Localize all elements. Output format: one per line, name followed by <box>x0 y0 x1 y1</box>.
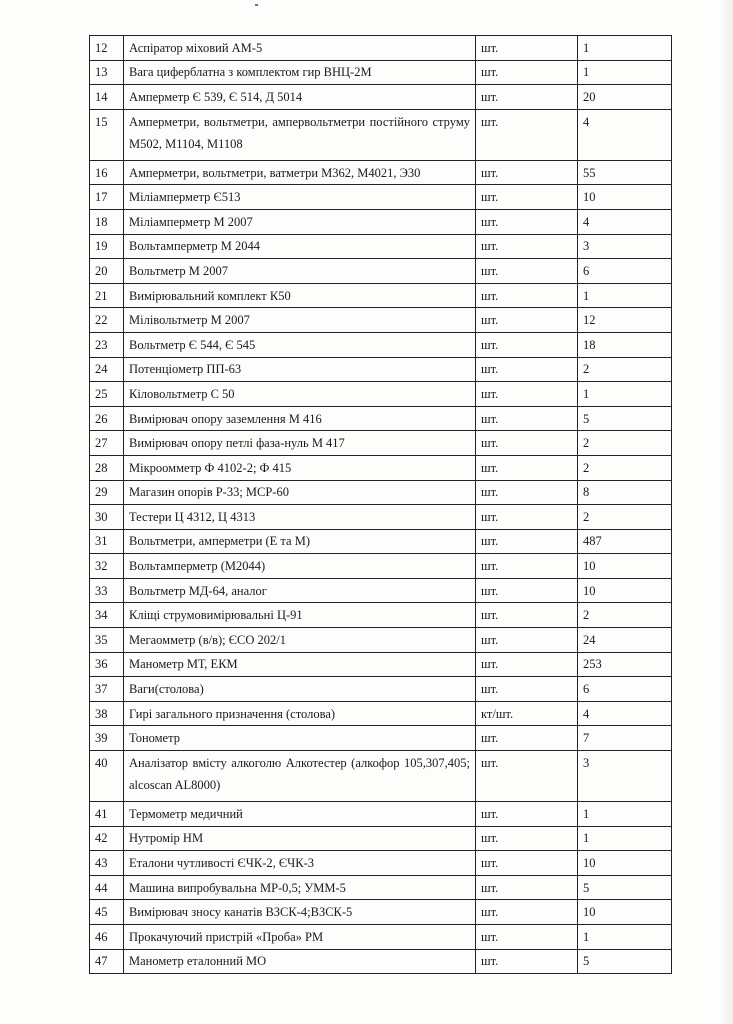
unit-cell: шт. <box>476 480 578 505</box>
unit-cell: шт. <box>476 283 578 308</box>
row-number-cell: 38 <box>90 701 124 726</box>
quantity-cell: 1 <box>578 826 672 851</box>
quantity-cell: 3 <box>578 234 672 259</box>
table-row <box>90 826 672 851</box>
item-name-cell: Вольтметр МД-64, аналог <box>124 578 476 603</box>
quantity-cell: 10 <box>578 578 672 603</box>
table-row <box>90 160 672 185</box>
row-number-cell: 42 <box>90 826 124 851</box>
row-number-cell: 22 <box>90 308 124 333</box>
row-number-cell: 39 <box>90 726 124 751</box>
item-name-cell: Потенціометр ПП-63 <box>124 357 476 382</box>
quantity-cell: 1 <box>578 36 672 61</box>
quantity-cell: 20 <box>578 85 672 110</box>
item-name-cell: Вага циферблатна з комплектом гир ВНЦ-2М <box>124 60 476 85</box>
table-row <box>90 209 672 234</box>
unit-cell: шт. <box>476 851 578 876</box>
unit-cell: шт. <box>476 875 578 900</box>
unit-cell: шт. <box>476 603 578 628</box>
item-name-cell: Машина випробувальна МР-0,5; УММ-5 <box>124 875 476 900</box>
table-row <box>90 726 672 751</box>
table-row <box>90 949 672 974</box>
unit-cell: шт. <box>476 677 578 702</box>
item-name-cell: Аналізатор вмісту алкоголю Алкотестер (алкофор 105,307,405; alcoscan AL8000) <box>124 751 476 802</box>
item-name-cell: Міліамперметр М 2007 <box>124 209 476 234</box>
table-row <box>90 505 672 530</box>
row-number-cell: 40 <box>90 751 124 802</box>
quantity-cell: 10 <box>578 851 672 876</box>
item-name-cell: Вольтамперметр (М2044) <box>124 554 476 579</box>
unit-cell: шт. <box>476 925 578 950</box>
table-row <box>90 701 672 726</box>
unit-cell: шт. <box>476 900 578 925</box>
row-number-cell: 33 <box>90 578 124 603</box>
table-row <box>90 109 672 160</box>
table-row <box>90 652 672 677</box>
unit-cell: шт. <box>476 406 578 431</box>
unit-cell: кт/шт. <box>476 701 578 726</box>
row-number-cell: 27 <box>90 431 124 456</box>
unit-cell: шт. <box>476 332 578 357</box>
table-row <box>90 431 672 456</box>
quantity-cell: 7 <box>578 726 672 751</box>
item-name-cell: Гирі загального призначення (столова) <box>124 701 476 726</box>
table-row <box>90 60 672 85</box>
quantity-cell: 2 <box>578 431 672 456</box>
table-row <box>90 283 672 308</box>
unit-cell: шт. <box>476 109 578 160</box>
item-name-cell: Вимірювач опору заземлення М 416 <box>124 406 476 431</box>
unit-cell: шт. <box>476 802 578 827</box>
table-row <box>90 677 672 702</box>
quantity-cell: 5 <box>578 875 672 900</box>
quantity-cell: 2 <box>578 357 672 382</box>
table-row <box>90 554 672 579</box>
row-number-cell: 30 <box>90 505 124 530</box>
row-number-cell: 44 <box>90 875 124 900</box>
item-name-cell: Мегаомметр (в/в); ЄСО 202/1 <box>124 628 476 653</box>
item-name-cell: Вольтметри, амперметри (Е та М) <box>124 529 476 554</box>
quantity-cell: 6 <box>578 259 672 284</box>
quantity-cell: 10 <box>578 554 672 579</box>
quantity-cell: 12 <box>578 308 672 333</box>
quantity-cell: 1 <box>578 802 672 827</box>
quantity-cell: 55 <box>578 160 672 185</box>
unit-cell: шт. <box>476 259 578 284</box>
unit-cell: шт. <box>476 308 578 333</box>
item-name-cell: Амперметри, вольтметри, ампервольтметри постійного струму М502, М1104, М1108 <box>124 109 476 160</box>
item-name-cell: Манометр МТ, ЕКМ <box>124 652 476 677</box>
unit-cell: шт. <box>476 234 578 259</box>
unit-cell: шт. <box>476 529 578 554</box>
table-row <box>90 455 672 480</box>
equipment-table <box>89 35 672 974</box>
row-number-cell: 13 <box>90 60 124 85</box>
quantity-cell: 4 <box>578 701 672 726</box>
table-row <box>90 36 672 61</box>
quantity-cell: 2 <box>578 505 672 530</box>
quantity-cell: 253 <box>578 652 672 677</box>
item-name-cell: Мілівольтметр М 2007 <box>124 308 476 333</box>
item-name-cell: Термометр медичний <box>124 802 476 827</box>
item-name-cell: Аспіратор міховий АМ-5 <box>124 36 476 61</box>
quantity-cell: 487 <box>578 529 672 554</box>
row-number-cell: 32 <box>90 554 124 579</box>
row-number-cell: 47 <box>90 949 124 974</box>
unit-cell: шт. <box>476 652 578 677</box>
quantity-cell: 2 <box>578 603 672 628</box>
unit-cell: шт. <box>476 85 578 110</box>
unit-cell: шт. <box>476 209 578 234</box>
table-row <box>90 578 672 603</box>
unit-cell: шт. <box>476 431 578 456</box>
quantity-cell: 3 <box>578 751 672 802</box>
item-name-cell: Прокачуючий пристрій «Проба» РМ <box>124 925 476 950</box>
quantity-cell: 1 <box>578 925 672 950</box>
unit-cell: шт. <box>476 554 578 579</box>
quantity-cell: 4 <box>578 209 672 234</box>
table-row <box>90 406 672 431</box>
quantity-cell: 6 <box>578 677 672 702</box>
quantity-cell: 1 <box>578 382 672 407</box>
item-name-cell: Вольтамперметр М 2044 <box>124 234 476 259</box>
unit-cell: шт. <box>476 455 578 480</box>
item-name-cell: Нутромір НМ <box>124 826 476 851</box>
row-number-cell: 25 <box>90 382 124 407</box>
row-number-cell: 23 <box>90 332 124 357</box>
quantity-cell: 1 <box>578 60 672 85</box>
row-number-cell: 16 <box>90 160 124 185</box>
quantity-cell: 10 <box>578 900 672 925</box>
row-number-cell: 45 <box>90 900 124 925</box>
table-row <box>90 628 672 653</box>
row-number-cell: 21 <box>90 283 124 308</box>
quantity-cell: 5 <box>578 406 672 431</box>
table-row <box>90 357 672 382</box>
row-number-cell: 35 <box>90 628 124 653</box>
row-number-cell: 12 <box>90 36 124 61</box>
item-name-cell: Магазин опорів Р-33; МСР-60 <box>124 480 476 505</box>
table-row <box>90 85 672 110</box>
item-name-cell: Вимірювач опору петлі фаза-нуль М 417 <box>124 431 476 456</box>
unit-cell: шт. <box>476 628 578 653</box>
row-number-cell: 26 <box>90 406 124 431</box>
row-number-cell: 28 <box>90 455 124 480</box>
unit-cell: шт. <box>476 505 578 530</box>
table-row <box>90 875 672 900</box>
unit-cell: шт. <box>476 382 578 407</box>
row-number-cell: 36 <box>90 652 124 677</box>
item-name-cell: Тонометр <box>124 726 476 751</box>
table-row <box>90 259 672 284</box>
row-number-cell: 20 <box>90 259 124 284</box>
table-row <box>90 382 672 407</box>
quantity-cell: 2 <box>578 455 672 480</box>
table-row <box>90 234 672 259</box>
item-name-cell: Амперметри, вольтметри, ватметри М362, М4021, Э30 <box>124 160 476 185</box>
item-name-cell: Еталони чутливості ЄЧК-2, ЄЧК-3 <box>124 851 476 876</box>
item-name-cell: Кіловольтметр С 50 <box>124 382 476 407</box>
item-name-cell: Тестери Ц 4312, Ц 4313 <box>124 505 476 530</box>
unit-cell: шт. <box>476 726 578 751</box>
row-number-cell: 29 <box>90 480 124 505</box>
scan-edge-shadow <box>719 0 733 1024</box>
unit-cell: шт. <box>476 60 578 85</box>
row-number-cell: 37 <box>90 677 124 702</box>
table-row <box>90 308 672 333</box>
item-name-cell: Міліамперметр Є513 <box>124 185 476 210</box>
row-number-cell: 41 <box>90 802 124 827</box>
quantity-cell: 24 <box>578 628 672 653</box>
unit-cell: шт. <box>476 160 578 185</box>
row-number-cell: 24 <box>90 357 124 382</box>
item-name-cell: Вольтметр М 2007 <box>124 259 476 284</box>
table-row <box>90 851 672 876</box>
row-number-cell: 46 <box>90 925 124 950</box>
scan-speck <box>255 4 258 6</box>
equipment-table-body <box>90 36 672 974</box>
item-name-cell: Ваги(столова) <box>124 677 476 702</box>
unit-cell: шт. <box>476 357 578 382</box>
table-row <box>90 603 672 628</box>
row-number-cell: 17 <box>90 185 124 210</box>
quantity-cell: 18 <box>578 332 672 357</box>
table-row <box>90 332 672 357</box>
quantity-cell: 8 <box>578 480 672 505</box>
row-number-cell: 18 <box>90 209 124 234</box>
table-row <box>90 802 672 827</box>
item-name-cell: Вольтметр Є 544, Є 545 <box>124 332 476 357</box>
item-name-cell: Мікроомметр Ф 4102-2; Ф 415 <box>124 455 476 480</box>
table-row <box>90 185 672 210</box>
unit-cell: шт. <box>476 751 578 802</box>
row-number-cell: 15 <box>90 109 124 160</box>
row-number-cell: 34 <box>90 603 124 628</box>
item-name-cell: Амперметр Є 539, Є 514, Д 5014 <box>124 85 476 110</box>
unit-cell: шт. <box>476 185 578 210</box>
quantity-cell: 4 <box>578 109 672 160</box>
quantity-cell: 10 <box>578 185 672 210</box>
row-number-cell: 19 <box>90 234 124 259</box>
item-name-cell: Манометр еталонний МО <box>124 949 476 974</box>
row-number-cell: 14 <box>90 85 124 110</box>
table-row <box>90 925 672 950</box>
table-row <box>90 480 672 505</box>
unit-cell: шт. <box>476 826 578 851</box>
table-row <box>90 751 672 802</box>
quantity-cell: 5 <box>578 949 672 974</box>
item-name-cell: Кліщі струмовимірювальні Ц-91 <box>124 603 476 628</box>
unit-cell: шт. <box>476 36 578 61</box>
unit-cell: шт. <box>476 949 578 974</box>
item-name-cell: Вимірювальний комплект К50 <box>124 283 476 308</box>
row-number-cell: 43 <box>90 851 124 876</box>
table-row <box>90 529 672 554</box>
table-row <box>90 900 672 925</box>
quantity-cell: 1 <box>578 283 672 308</box>
unit-cell: шт. <box>476 578 578 603</box>
row-number-cell: 31 <box>90 529 124 554</box>
item-name-cell: Вимірювач зносу канатів ВЗСК-4;ВЗСК-5 <box>124 900 476 925</box>
